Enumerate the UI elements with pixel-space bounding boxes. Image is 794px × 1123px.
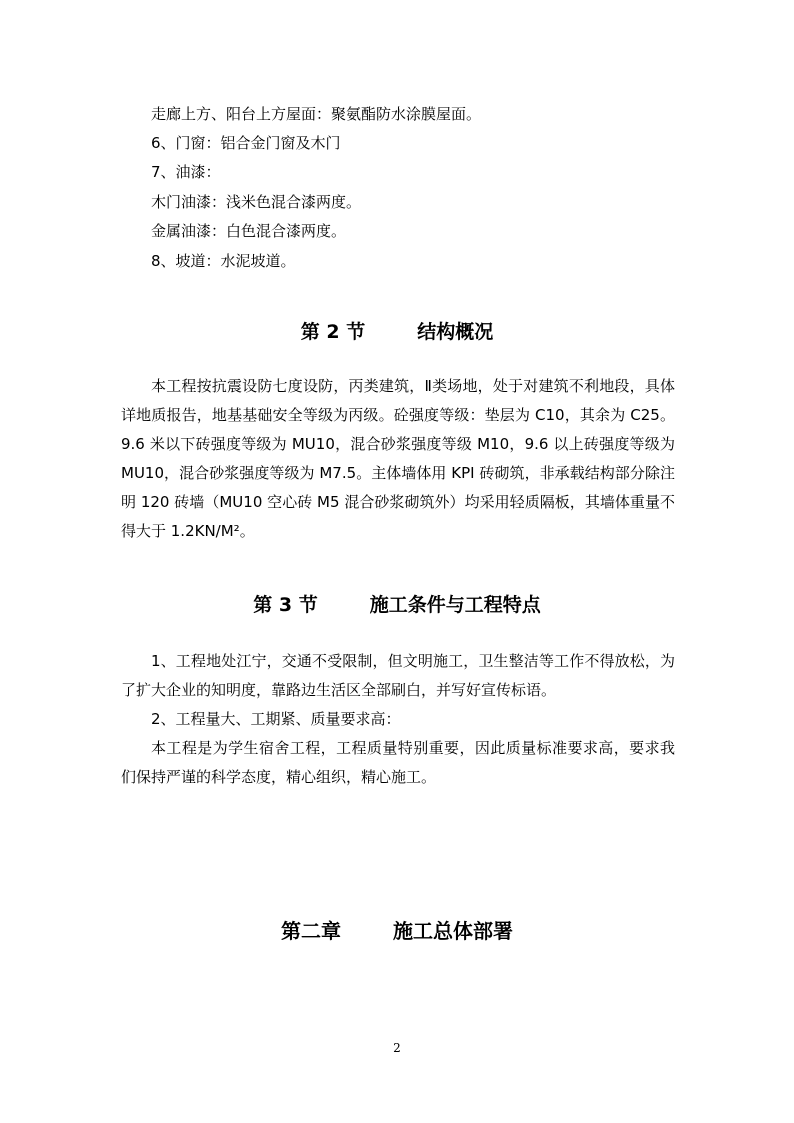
section-2-title: 结构概况 xyxy=(417,321,494,343)
section-3-item-1: 1、工程地处江宁，交通不受限制，但文明施工，卫生整洁等工作不得放松，为了扩大企业的知明度，靠路边生活区全部刷白，并写好宣传标语。 xyxy=(121,652,675,699)
intro-line: 8、坡道：水泥坡道。 xyxy=(151,252,296,270)
section-3-title: 施工条件与工程特点 xyxy=(369,594,541,616)
section-2-heading xyxy=(0,319,794,345)
intro-line: 7、油漆： xyxy=(151,163,221,181)
section-2-number: 第 2 节 xyxy=(300,321,366,343)
intro-line: 走廊上方、阳台上方屋面：聚氨酯防水涂膜屋面。 xyxy=(151,105,482,123)
chapter-2-title: 施工总体部署 xyxy=(393,919,513,943)
section-3-heading xyxy=(0,592,794,618)
chapter-2-heading xyxy=(0,917,794,945)
section-2-paragraph: 本工程按抗震设防七度设防，丙类建筑，Ⅱ类场地，处于对建筑不利地段，具体详地质报告，地基基础安全等级为丙级。砼强度等级：垫层为 C10，其余为 C25。9.6 米以下砖强度等级为 MU10，混合砂浆强度等级 M10，9.6 以上砖强度等级为 MU10，混合砂浆强度等级为 M7.5。主体墙体用 KPI 砖砌筑，非承载结构部分除注明 120 砖墙（MU10 空心砖 M5 混合砂浆砌筑外）均采用轻质隔板，其墙体重量不得大于 1.2KN/M²。 xyxy=(121,377,675,540)
section-3-item-2-detail: 本工程是为学生宿舍工程，工程质量特别重要，因此质量标准要求高，要求我们保持严谨的科学态度，精心组织，精心施工。 xyxy=(121,739,675,786)
page-number: 2 xyxy=(393,1041,401,1055)
intro-line: 金属油漆：白色混合漆两度。 xyxy=(151,222,347,240)
intro-line: 6、门窗：铝合金门窗及木门 xyxy=(151,134,341,152)
intro-line: 木门油漆：浅米色混合漆两度。 xyxy=(151,193,362,211)
section-3-number: 第 3 节 xyxy=(253,594,318,616)
chapter-2-number: 第二章 xyxy=(281,919,341,943)
section-3-item-2: 2、工程量大、工期紧、质量要求高： xyxy=(151,710,401,728)
